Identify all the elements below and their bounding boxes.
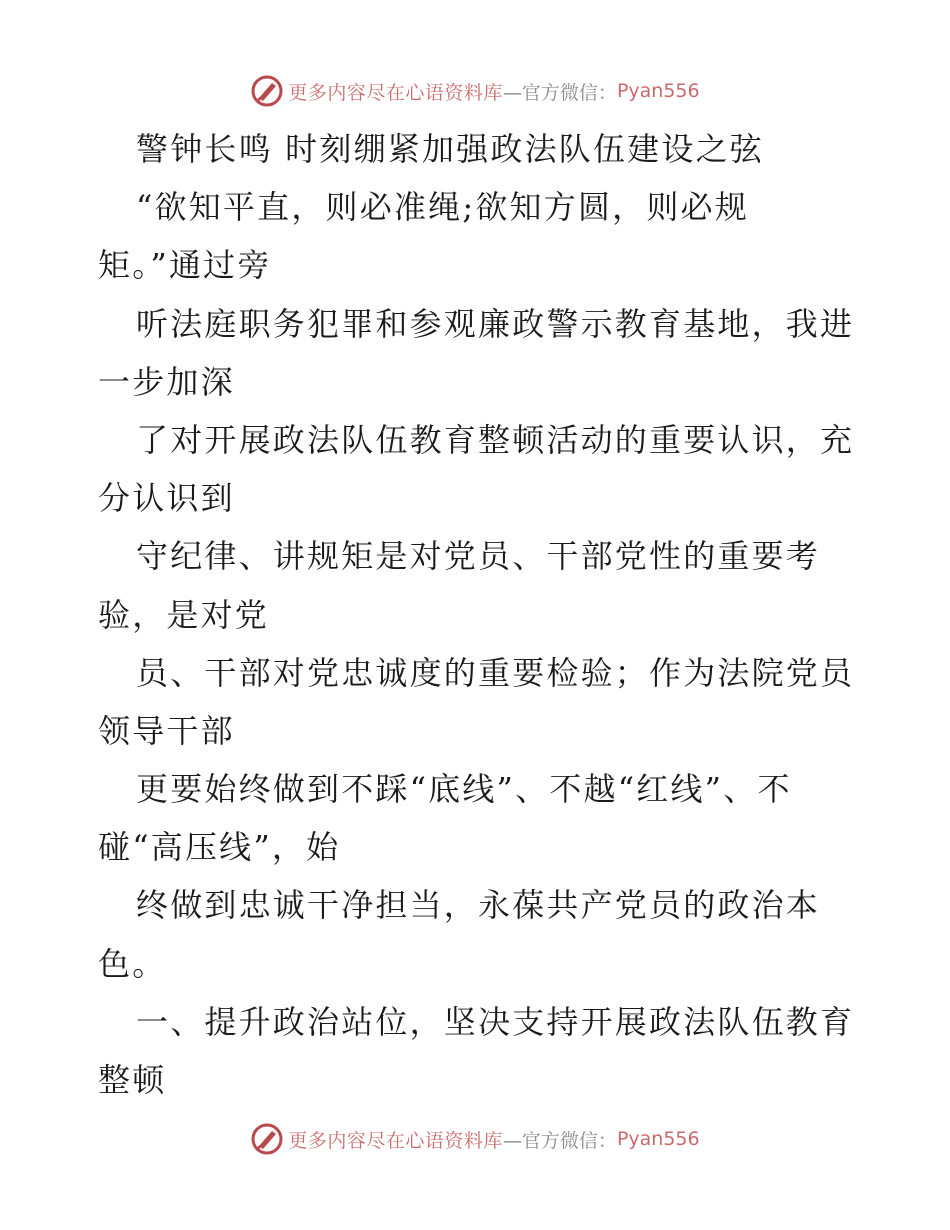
section-heading-line: 一、提升政治站位，坚决支持开展政法队伍教育 [136, 1002, 855, 1041]
brand-logo-icon [250, 74, 284, 108]
header-watermark-banner [0, 71, 950, 111]
site-name-text: 更多内容尽在心语资料库 [288, 1129, 503, 1152]
paragraph-line: “欲知平直，则必准绳;欲知方圆，则必规 [136, 188, 749, 227]
paragraph-line: 一步加深 [98, 362, 235, 401]
paragraph-line: 了对开展政法队伍教育整顿活动的重要认识，充 [136, 420, 855, 459]
wechat-id-text: Pyan556 [616, 80, 700, 102]
paragraph-line: 守纪律、讲规矩是对党员、干部党性的重要考 [136, 537, 821, 576]
paragraph-line: 验，是对党 [98, 595, 270, 634]
wechat-label-text: —官方微信： [502, 81, 617, 104]
brand-logo-icon [250, 1122, 284, 1156]
paragraph-line: 碰“高压线”，始 [98, 828, 341, 867]
document-body [98, 120, 858, 1109]
paragraph-line: 领导干部 [98, 711, 235, 750]
paragraph-line: 色。 [98, 944, 167, 983]
paragraph-line: 更要始终做到不踩“底线”、不越“红线”、不 [136, 770, 792, 809]
footer-watermark-banner [0, 1119, 950, 1159]
paragraph-line: 分认识到 [98, 479, 235, 518]
site-name-text: 更多内容尽在心语资料库 [288, 81, 503, 104]
wechat-id-text: Pyan556 [616, 1128, 700, 1150]
document-title: 警钟长鸣 时刻绷紧加强政法队伍建设之弦 [136, 130, 764, 168]
paragraph-line: 矩。”通过旁 [98, 246, 272, 285]
paragraph-line: 听法庭职务犯罪和参观廉政警示教育基地，我进 [136, 304, 855, 343]
section-heading-line: 整顿 [98, 1061, 167, 1099]
paragraph-line: 终做到忠诚干净担当，永葆共产党员的政治本 [136, 886, 821, 925]
paragraph-line: 员、干部对党忠诚度的重要检验；作为法院党员 [136, 653, 855, 692]
wechat-label-text: —官方微信： [502, 1129, 617, 1152]
